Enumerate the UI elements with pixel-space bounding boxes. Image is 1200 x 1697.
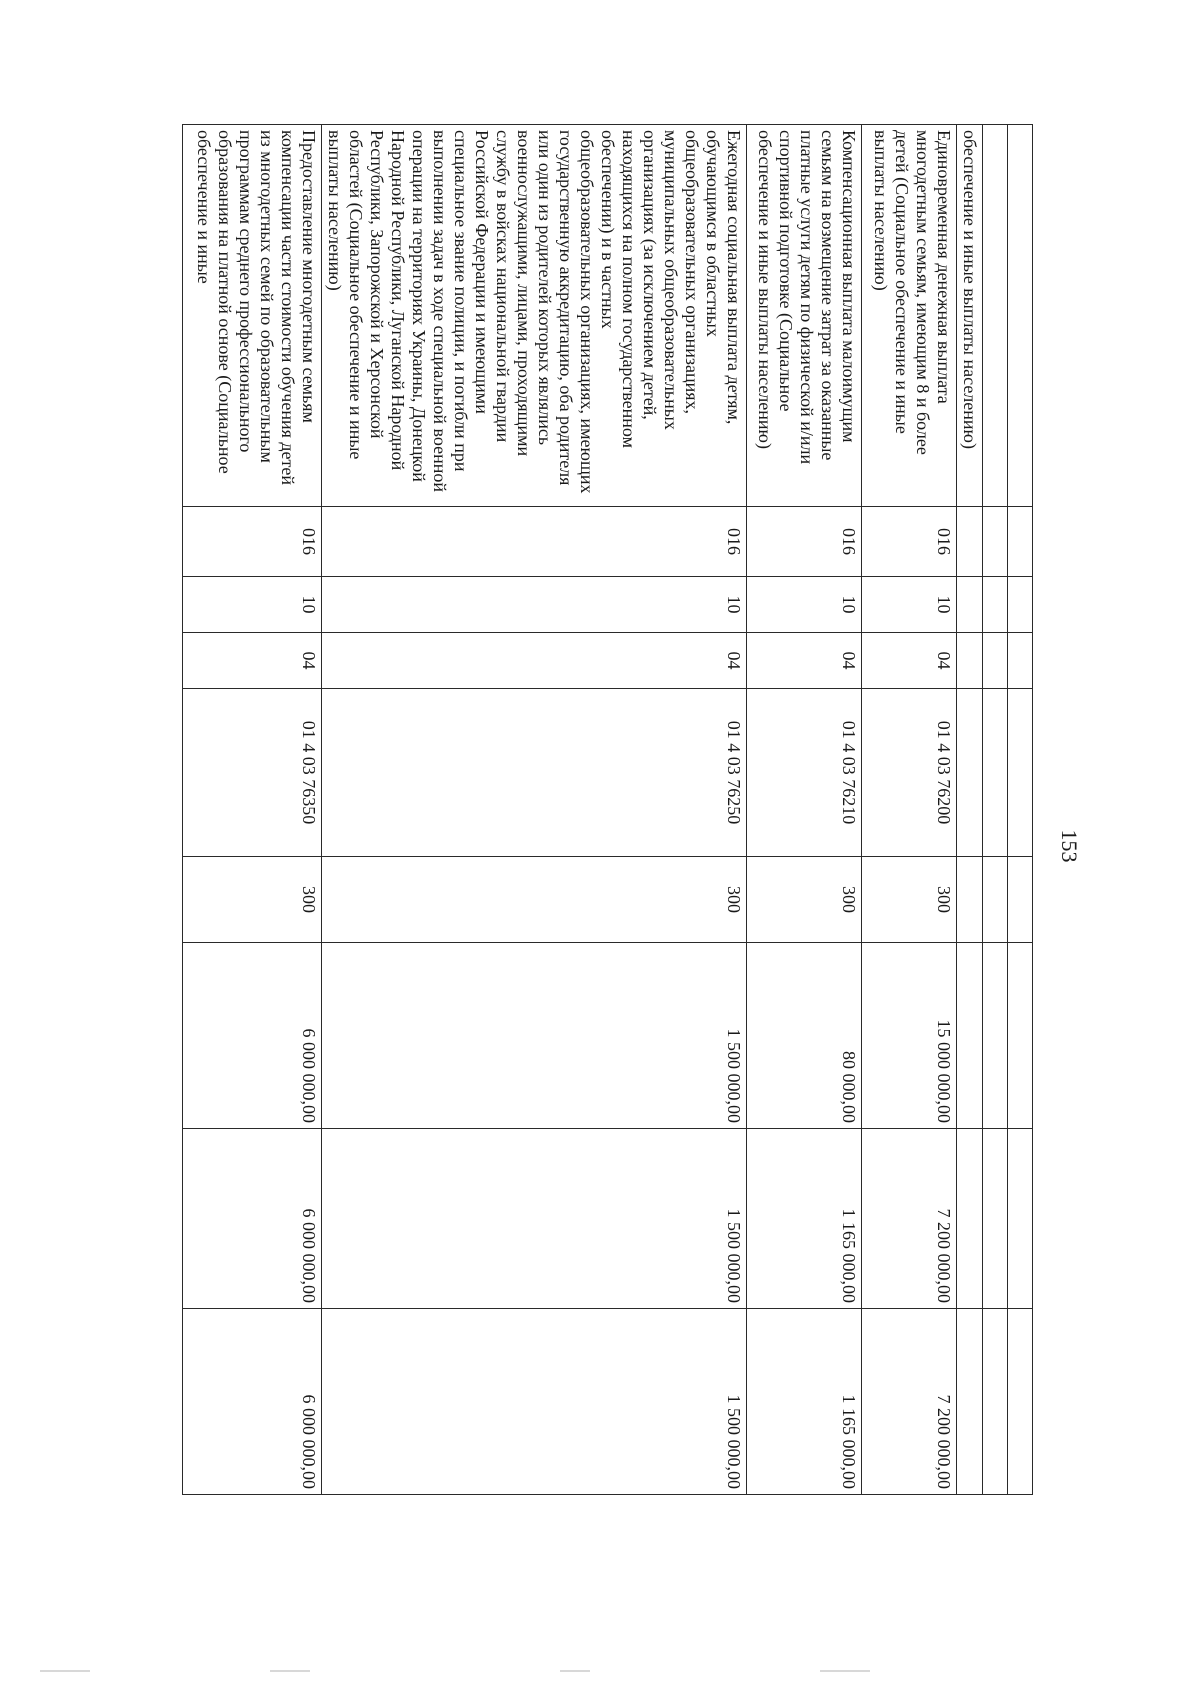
cell-ministry-code: 016 (862, 507, 957, 577)
cell-description: Предоставление многодетным семьям компенсации части стоимости обучения детей из многодетных семей по образовательным программам среднего профессионального образования на платной основе (Социальное обеспечение и иные (183, 125, 322, 507)
cell-subsection: 04 (183, 633, 322, 689)
cell-amount-year-3 (1008, 1309, 1033, 1495)
cell-target-article (983, 689, 1008, 857)
cell-amount-year-2 (983, 1129, 1008, 1309)
cell-amount-year-3: 6 000 000,00 (183, 1309, 322, 1495)
table-row (957, 125, 983, 1495)
scan-mark (270, 1670, 310, 1672)
cell-target-article (957, 689, 983, 857)
cell-amount-year-1 (957, 943, 983, 1129)
cell-section (983, 577, 1008, 633)
cell-ministry-code (957, 507, 983, 577)
table-row (322, 125, 747, 1495)
cell-description: Единовременная денежная выплата многодетным семьям, имеющим 8 и более детей (Социальное обеспечение и иные выплаты населению) (862, 125, 957, 507)
cell-target-article: 01 4 03 76350 (183, 689, 322, 857)
table-row (1008, 125, 1033, 1495)
cell-amount-year-3 (957, 1309, 983, 1495)
cell-amount-year-1 (1008, 943, 1033, 1129)
cell-target-article: 01 4 03 76250 (322, 689, 747, 857)
cell-amount-year-3 (983, 1309, 1008, 1495)
cell-amount-year-1: 15 000 000,00 (862, 943, 957, 1129)
cell-description (983, 125, 1008, 507)
budget-table (182, 124, 1033, 1495)
cell-expense-type: 300 (183, 857, 322, 943)
cell-subsection: 04 (862, 633, 957, 689)
cell-target-article: 01 4 03 76210 (747, 689, 862, 857)
cell-ministry-code: 016 (183, 507, 322, 577)
cell-section (957, 577, 983, 633)
cell-description: Компенсационная выплата малоимущим семьям на возмещение затрат за оказанные платные услуги детям по физической и/или спортивной подготовке (Социальное обеспечение и иные выплаты населению) (747, 125, 862, 507)
cell-amount-year-1: 6 000 000,00 (183, 943, 322, 1129)
cell-amount-year-3: 7 200 000,00 (862, 1309, 957, 1495)
cell-expense-type (957, 857, 983, 943)
cell-ministry-code: 016 (747, 507, 862, 577)
cell-section (1008, 577, 1033, 633)
cell-target-article: 01 4 03 76200 (862, 689, 957, 857)
cell-description: обеспечение и иные выплаты населению) (957, 125, 983, 507)
cell-amount-year-3: 1 165 000,00 (747, 1309, 862, 1495)
cell-description: Ежегодная социальная выплата детям, обучающимся в областных общеобразовательных организациях, муниципальных общеобразовательных организациях (за исключением детей, находящихся на полном государственном обеспечении) и в частных общеобразовательных организациях, имеющих государственную аккредитацию, оба родителя или один из родителей которых являлись военнослужащими, лицами, проходящими службу в войсках национальной гвардии Российской Федерации и имеющими специальное звание полиции, и погибли при выполнении задач в ходе специальной военной операции на территориях Украины, Донецкой Народной Республики, Луганской Народной Республики, Запорожской и Херсонской областей (Социальное обеспечение и иные выплаты населению) (322, 125, 747, 507)
cell-expense-type: 300 (747, 857, 862, 943)
cell-ministry-code (983, 507, 1008, 577)
cell-expense-type (1008, 857, 1033, 943)
cell-expense-type (983, 857, 1008, 943)
table-row (862, 125, 957, 1495)
cell-amount-year-1: 1 500 000,00 (322, 943, 747, 1129)
cell-amount-year-3: 1 500 000,00 (322, 1309, 747, 1495)
cell-description (1008, 125, 1033, 507)
cell-amount-year-2: 6 000 000,00 (183, 1129, 322, 1309)
cell-amount-year-2: 1 165 000,00 (747, 1129, 862, 1309)
cell-ministry-code (1008, 507, 1033, 577)
cell-amount-year-1: 80 000,00 (747, 943, 862, 1129)
cell-amount-year-1 (983, 943, 1008, 1129)
cell-expense-type: 300 (322, 857, 747, 943)
cell-section: 10 (183, 577, 322, 633)
cell-amount-year-2: 7 200 000,00 (862, 1129, 957, 1309)
cell-target-article (1008, 689, 1033, 857)
cell-subsection (957, 633, 983, 689)
table-row (983, 125, 1008, 1495)
cell-subsection: 04 (747, 633, 862, 689)
cell-section: 10 (862, 577, 957, 633)
table-row (183, 125, 322, 1495)
cell-section: 10 (747, 577, 862, 633)
page-number: 153 (1057, 829, 1082, 863)
scan-mark (820, 1670, 870, 1672)
cell-expense-type: 300 (862, 857, 957, 943)
scan-mark (40, 1670, 90, 1672)
cell-ministry-code: 016 (322, 507, 747, 577)
scan-edge-marks (0, 1670, 1200, 1678)
scan-mark (560, 1670, 590, 1672)
cell-amount-year-2 (1008, 1129, 1033, 1309)
cell-amount-year-2: 1 500 000,00 (322, 1129, 747, 1309)
cell-subsection (1008, 633, 1033, 689)
cell-subsection: 04 (322, 633, 747, 689)
cell-section: 10 (322, 577, 747, 633)
cell-subsection (983, 633, 1008, 689)
cell-amount-year-2 (957, 1129, 983, 1309)
table-row (747, 125, 862, 1495)
